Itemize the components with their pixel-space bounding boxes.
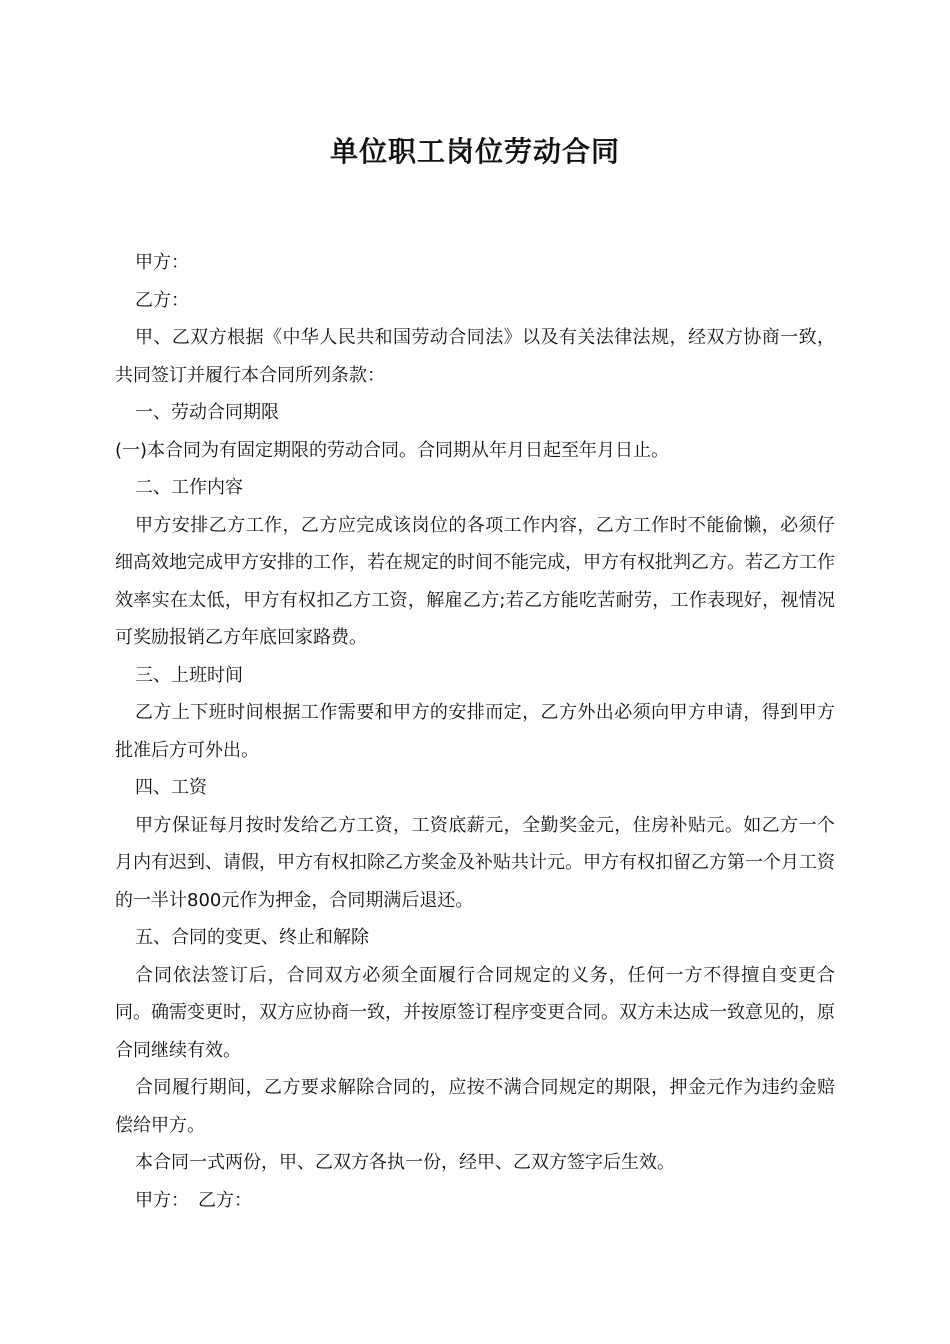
party-b-line: 乙方： — [135, 289, 189, 311]
section-heading-changes: 五、合同的变更、终止和解除 — [135, 927, 369, 948]
document-body — [115, 244, 835, 1219]
changes-clause: 合同依法签订后，合同双方必须全面履行合同规定的义务，任何一方不得擅自变更合同。确需变更时，双方应协商一致，并按原签订程序变更合同。双方未达成一致意见的，原合同继续有效。 — [115, 964, 835, 1061]
term-clause: (一)本合同为有固定期限的劳动合同。合同期从年月日起至年月日止。 — [115, 439, 670, 461]
wages-clause: 甲方保证每月按时发给乙方工资，工资底薪元，全勤奖金元，住房补贴元。如乙方一个月内有迟到、请假，甲方有权扣除乙方奖金及补贴共计元。甲方有权扣留乙方第一个月工资的一半计800元作为押金，合同期满后退还。 — [115, 814, 835, 911]
section-heading-hours: 三、上班时间 — [135, 664, 243, 686]
party-a-line: 甲方： — [135, 252, 189, 273]
section-heading-term: 一、劳动合同期限 — [135, 402, 279, 423]
signature-line: 甲方： 乙方： — [135, 1189, 252, 1211]
section-heading-wages: 四、工资 — [135, 777, 207, 798]
copies-clause: 本合同一式两份，甲、乙双方各执一份，经甲、乙双方签字后生效。 — [135, 1152, 675, 1173]
preamble-paragraph: 甲、乙双方根据《中华人民共和国劳动合同法》以及有关法律法规，经双方协商一致，共同签订并履行本合同所列条款： — [115, 327, 835, 386]
termination-clause: 合同履行期间，乙方要求解除合同的，应按不满合同规定的期限，押金元作为违约金赔偿给甲方。 — [115, 1077, 835, 1136]
section-heading-work: 二、工作内容 — [135, 477, 243, 498]
hours-clause: 乙方上下班时间根据工作需要和甲方的安排而定，乙方外出必须向甲方申请，得到甲方批准后方可外出。 — [115, 702, 835, 761]
document-title: 单位职工岗位劳动合同 — [329, 135, 620, 168]
work-clause: 甲方安排乙方工作，乙方应完成该岗位的各项工作内容，乙方工作时不能偷懒，必须仔细高效地完成甲方安排的工作，若在规定的时间不能完成，甲方有权批判乙方。若乙方工作效率实在太低，甲方有权扣乙方工资，解雇乙方;若乙方能吃苦耐劳，工作表现好，视情况可奖励报销乙方年底回家路费。 — [115, 514, 835, 648]
